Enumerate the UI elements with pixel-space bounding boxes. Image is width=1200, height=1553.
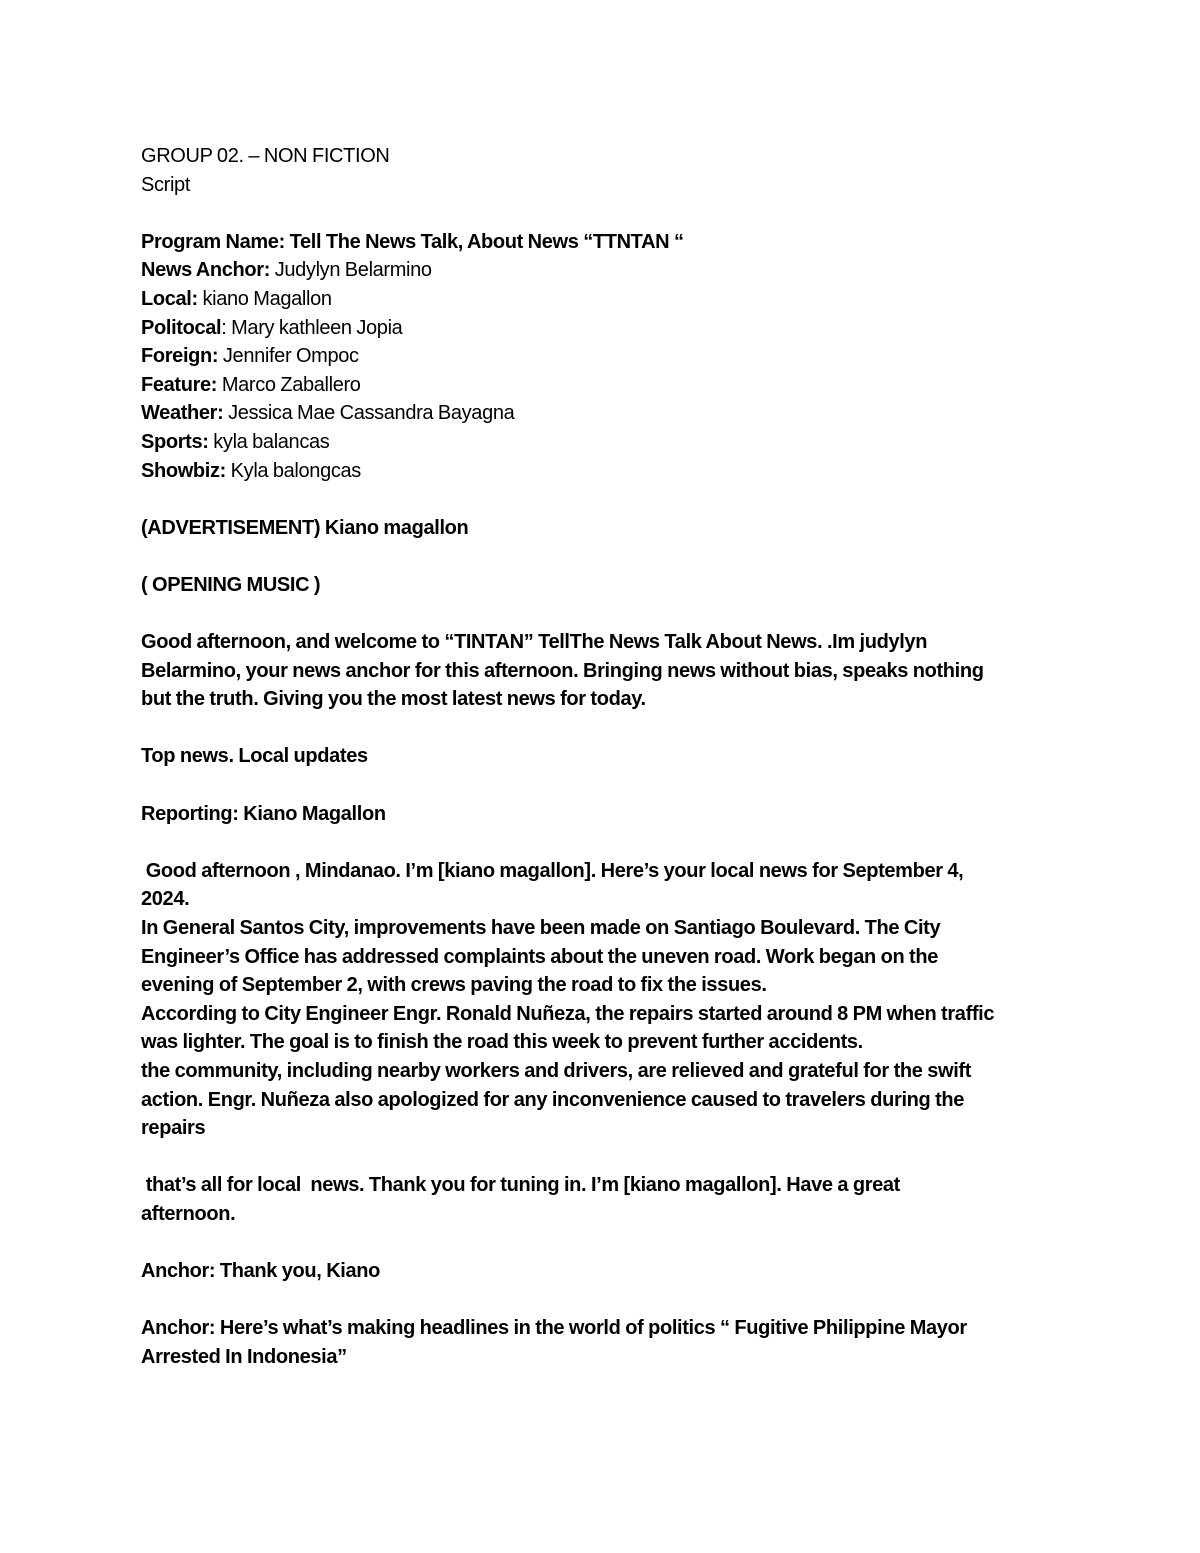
- text-line: the community, including nearby workers and drivers, are relieved and grateful for the swift: [141, 1060, 972, 1082]
- roster-line-sports: [141, 428, 1056, 457]
- spacer: [141, 542, 1056, 571]
- text-line: action. Engr. Nuñeza also apologized for any inconvenience caused to travelers during the: [141, 1088, 965, 1111]
- spacer: [141, 199, 1056, 228]
- script-label: Script: [141, 173, 191, 196]
- top-news-heading: Top news. Local updates: [141, 745, 368, 768]
- roster-name: Judylyn Belarmino: [270, 259, 432, 282]
- roster-line-showbiz: [141, 457, 1056, 486]
- spacer: [141, 600, 1056, 629]
- document-page: [141, 142, 1056, 1372]
- local-report-paragraph: [141, 857, 1056, 1143]
- roster-line-foreign: [141, 342, 1056, 371]
- text-line: that’s all for local news. Thank you for tuning in. I’m [kiano magallon]. Have a great: [141, 1174, 900, 1197]
- politics-intro-paragraph: [141, 1314, 1056, 1371]
- roster-line-local: [141, 285, 1056, 314]
- text-line: but the truth. Giving you the most latest news for today.: [141, 688, 646, 711]
- text-line: Good afternoon , Mindanao. I’m [kiano magallon]. Here’s your local news for September 4,: [141, 859, 964, 882]
- anchor-thanks-line: Anchor: Thank you, Kiano: [141, 1260, 380, 1283]
- roster-role: Local:: [141, 287, 198, 310]
- roster-line-anchor: [141, 256, 1056, 285]
- spacer: [141, 485, 1056, 514]
- text-line: evening of September 2, with crews paving the road to fix the issues.: [141, 974, 767, 997]
- roster-role: News Anchor:: [141, 259, 271, 282]
- welcome-paragraph: [141, 628, 1056, 714]
- spacer: [141, 1229, 1056, 1258]
- roster-role: Politocal: [141, 316, 222, 339]
- text-line: Arrested In Indonesia”: [141, 1345, 347, 1368]
- roster-name: Kyla balongcas: [225, 459, 361, 482]
- group-heading: GROUP 02. – NON FICTION: [141, 145, 390, 167]
- opening-music-cue: ( OPENING MUSIC ): [141, 573, 321, 596]
- roster-line-political: [141, 314, 1056, 343]
- roster-name: Jessica Mae Cassandra Bayagna: [223, 402, 515, 425]
- roster-name: Jennifer Ompoc: [218, 345, 359, 368]
- roster-name: Tell The News Talk, About News “TTNTAN “: [284, 230, 684, 253]
- roster-line-weather: [141, 399, 1056, 428]
- roster-name: kiano Magallon: [197, 287, 332, 310]
- text-line: Good afternoon, and welcome to “TINTAN” TellThe News Talk About News. .Im judylyn: [141, 631, 928, 654]
- spacer: [141, 828, 1056, 857]
- signoff-paragraph: [141, 1171, 1056, 1228]
- text-line: was lighter. The goal is to finish the road this week to prevent further accidents.: [141, 1031, 863, 1054]
- text-line: Belarmino, your news anchor for this afternoon. Bringing news without bias, speaks nothing: [141, 659, 984, 682]
- roster-line-feature: [141, 371, 1056, 400]
- text-line: According to City Engineer Engr. Ronald Nuñeza, the repairs started around 8 PM when traffic: [141, 1002, 995, 1025]
- spacer: [141, 714, 1056, 743]
- spacer: [141, 1143, 1056, 1172]
- text-line: Anchor: Here’s what’s making headlines in the world of politics “ Fugitive Philippine Mayor: [141, 1317, 967, 1340]
- roster-role: Weather:: [141, 402, 224, 425]
- spacer: [141, 1286, 1056, 1315]
- roster-role: Program Name:: [141, 230, 285, 253]
- roster-line-program: [141, 228, 1056, 257]
- text-line: 2024.: [141, 888, 190, 911]
- roster-name: Marco Zaballero: [217, 373, 361, 396]
- roster-role: Sports:: [141, 430, 209, 453]
- roster-role: Foreign:: [141, 345, 219, 368]
- advertisement-cue: (ADVERTISEMENT) Kiano magallon: [141, 516, 469, 539]
- roster-role: Feature:: [141, 373, 218, 396]
- script-body: [141, 514, 1056, 1372]
- roster-name: : Mary kathleen Jopia: [221, 316, 403, 339]
- text-line: Engineer’s Office has addressed complaints about the uneven road. Work began on the: [141, 945, 938, 968]
- text-line: In General Santos City, improvements have been made on Santiago Boulevard. The City: [141, 917, 941, 940]
- spacer: [141, 771, 1056, 800]
- reporter-line: Reporting: Kiano Magallon: [141, 802, 386, 825]
- text-line: repairs: [141, 1117, 206, 1140]
- text-line: afternoon.: [141, 1202, 236, 1225]
- cast-roster: [141, 228, 1056, 485]
- roster-role: Showbiz:: [141, 459, 226, 482]
- roster-name: kyla balancas: [208, 430, 330, 453]
